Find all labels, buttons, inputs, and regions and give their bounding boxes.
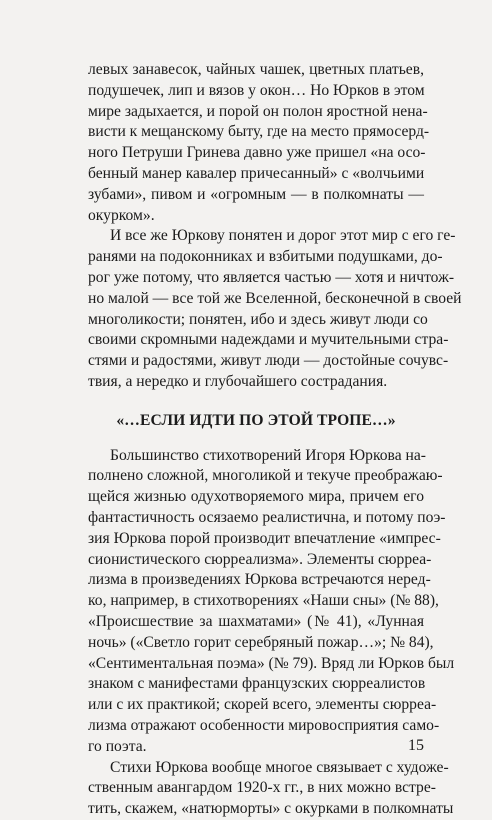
text-line: ко, например, в стихотворениях «Наши сны» (№ 88),: [88, 592, 439, 610]
page-number: 15: [408, 737, 424, 754]
text-line: многоликости; понятен, ибо и здесь живут люди со: [88, 310, 428, 328]
text-line: Стихи Юркова вообще многое связывает с художе-: [110, 758, 449, 776]
text-line: стями и радостями, живут люди — достойные сочувс-: [88, 352, 449, 370]
text-line: ночь» («Светло горит серебряный пожар…»; № 84),: [88, 633, 434, 651]
text-line: щейся жизнью одухотворяемого мира, причем его: [88, 488, 424, 506]
text-line: знаком с манифестами французских сюрреалистов: [88, 675, 426, 693]
text-line: полнено сложной, многоликой и текуче преображаю-: [88, 467, 443, 485]
text-line: висти к мещанскому быту, где на место прямосерд-: [88, 123, 430, 141]
text-line: своими скромными надеждами и мучительными стра-: [88, 331, 449, 349]
text-line: мире задыхается, и порой он полон яростной нена-: [88, 102, 428, 120]
text-line: «Сентиментальная поэма» (№ 79). Вряд ли Юрков был: [88, 654, 455, 672]
page-body: [88, 60, 462, 820]
text-line: окурком».: [88, 206, 155, 224]
text-line: ранями на подоконниках и взбитыми подушками, до-: [88, 248, 443, 266]
text-line: лизма в произведениях Юркова встречаются неред-: [88, 571, 431, 589]
paragraph-3: [88, 446, 455, 758]
text-line: лизма отражают особенности мировосприятия само-: [88, 716, 440, 734]
text-line: или с их практикой; скорей всего, элементы сюрреа-: [88, 696, 437, 714]
text-line: И все же Юркову понятен и дорог этот мир с его ге-: [110, 227, 456, 245]
text-line: зубами», пивом и «огромным — в полкомнаты —: [88, 185, 424, 203]
text-line: рог уже потому, что является частью — хотя и ничтож-: [88, 268, 455, 286]
text-line: сионистического сюрреализма». Элементы сюрреа-: [88, 550, 432, 568]
text-line: «Происшествие за шахматами» (№ 41), «Лунная: [88, 612, 424, 630]
text-line: ного Петруши Гринева давно уже пришел «на осо-: [88, 144, 426, 162]
text-line: твия, а нередко и глубочайшего сострадания.: [88, 372, 388, 390]
text-line: зия Юркова порой производит впечатление «импрес-: [88, 529, 441, 547]
text-line: Большинство стихотворений Игоря Юркова на-: [110, 446, 426, 464]
text-line: левых занавесок, чайных чашек, цветных платьев,: [88, 61, 424, 78]
paragraph-1: [88, 60, 430, 226]
section-heading: «…ЕСЛИ ИДТИ ПО ЭТОЙ ТРОПЕ…»: [116, 411, 396, 429]
text-line: го поэта.: [88, 737, 147, 755]
text-line: тить, скажем, «натюрморты» с окурками в полкомнаты: [88, 800, 454, 818]
text-line: ственным авангардом 1920-х гг., в них можно встре-: [88, 779, 436, 797]
paragraph-2: [88, 226, 462, 392]
text-line: подушечек, лип и вязов у окон… Но Юрков в этом: [88, 81, 425, 99]
text-line: бенный манер кавалер причесанный» с «волчьими: [88, 164, 425, 182]
text-line: но малой — все той же Вселенной, бесконечной в своей: [88, 289, 462, 307]
paragraph-4: [88, 758, 454, 820]
text-line: фантастичность осязаемо реалистична, и потому поэ-: [88, 508, 446, 526]
